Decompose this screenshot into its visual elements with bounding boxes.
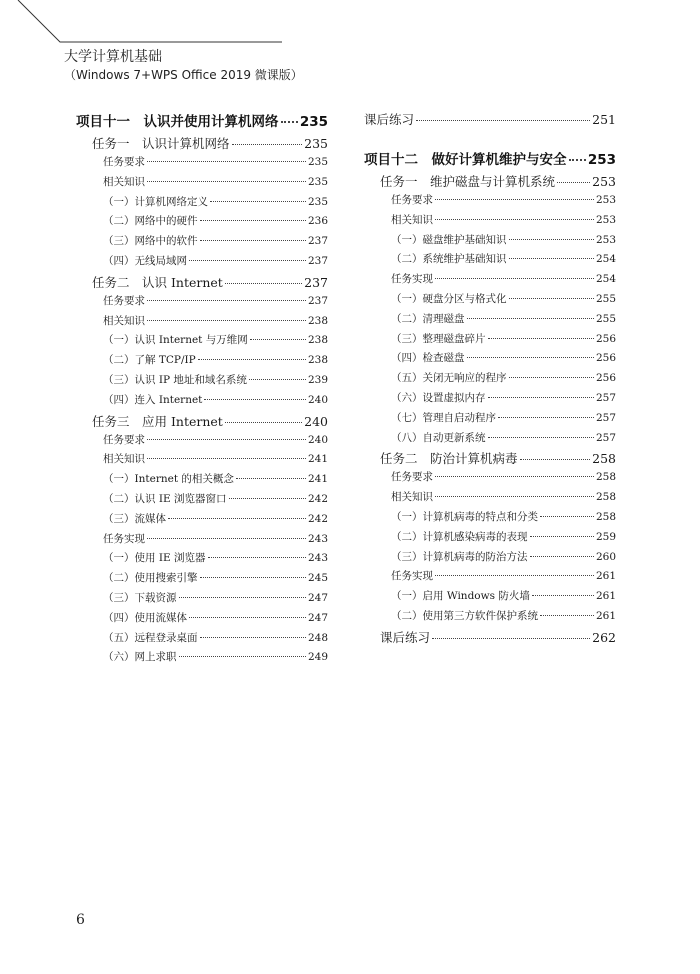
leader-dots: [225, 283, 302, 284]
toc-entry-title: （二）网络中的硬件: [103, 215, 198, 228]
toc-entry-title: （五）关闭无响应的程序: [391, 372, 507, 385]
toc-entry-page: 241: [307, 453, 328, 466]
toc-entry-title: 任务要求: [103, 294, 145, 307]
leader-dots: [225, 422, 302, 423]
toc-entry-title: （四）检查磁盘: [391, 352, 465, 365]
toc-entry-page: 254: [595, 273, 616, 286]
toc-entry-title: 相关知识: [103, 175, 145, 188]
toc-entry-page: 253: [595, 233, 616, 246]
leader-dots: [520, 459, 591, 460]
leader-dots: [200, 220, 306, 221]
toc-entry-title: （五）远程登录桌面: [103, 631, 198, 644]
leader-dots: [147, 300, 306, 301]
toc-entry-page: 240: [304, 413, 328, 429]
leader-dots: [208, 557, 306, 558]
leader-dots: [530, 536, 594, 537]
leader-dots: [229, 498, 306, 499]
toc-entry[interactable]: [364, 212, 616, 232]
toc-entry-title: （二）了解 TCP/IP: [103, 354, 196, 367]
toc-entry-title: 相关知识: [103, 453, 145, 466]
toc-entry-page: 236: [307, 215, 328, 228]
toc-entry-title: （六）设置虚拟内存: [391, 391, 486, 404]
leader-dots: [540, 516, 594, 517]
toc-entry[interactable]: [76, 550, 328, 570]
toc-entry[interactable]: [364, 331, 616, 351]
toc-entry-title: （三）下载资源: [103, 591, 177, 604]
leader-dots: [557, 182, 590, 183]
toc-entry-page: 253: [587, 152, 616, 168]
toc-task[interactable]: [364, 628, 616, 650]
toc-entry-title: 项目十一 认识并使用计算机网络: [76, 114, 279, 130]
toc-entry-title: 任务实现: [103, 532, 145, 545]
toc-entry[interactable]: [76, 590, 328, 610]
toc-entry[interactable]: [364, 370, 616, 390]
leader-dots: [189, 617, 306, 618]
toc-entry-exercise[interactable]: [364, 110, 616, 132]
toc-entry[interactable]: [76, 630, 328, 650]
toc-entry-page: 253: [595, 213, 616, 226]
leader-dots: [416, 120, 590, 121]
toc-entry-title: （一）磁盘维护基础知识: [391, 233, 507, 246]
toc-entry-title: （二）清理磁盘: [391, 312, 465, 325]
toc-task[interactable]: [76, 412, 328, 432]
leader-dots: [200, 240, 306, 241]
leader-dots: [532, 595, 594, 596]
toc-entry[interactable]: [364, 232, 616, 252]
toc-entry-title: （四）连入 Internet: [103, 393, 203, 406]
leader-dots: [569, 159, 586, 161]
toc-entry-title: （四）使用流媒体: [103, 611, 187, 624]
toc-entry[interactable]: [76, 213, 328, 233]
leader-dots: [179, 597, 306, 598]
leader-dots: [435, 496, 594, 497]
toc-entry-page: 254: [595, 253, 616, 266]
toc-entry[interactable]: [76, 531, 328, 551]
toc-entry-title: （一）Internet 的相关概念: [103, 473, 234, 486]
toc-entry[interactable]: [364, 410, 616, 430]
toc-task[interactable]: [76, 134, 328, 154]
toc-entry-title: （三）流媒体: [103, 512, 166, 525]
leader-dots: [432, 638, 590, 639]
leader-dots: [509, 258, 594, 259]
toc-entry[interactable]: [76, 154, 328, 174]
toc-entry-page: 235: [299, 114, 328, 130]
toc-entry-title: （四）无线局域网: [103, 254, 187, 267]
toc-task[interactable]: [76, 273, 328, 293]
leader-dots: [281, 121, 298, 123]
toc-entry-page: 238: [307, 334, 328, 347]
toc-entry-page: 243: [307, 552, 328, 565]
leader-dots: [250, 339, 306, 340]
toc-entry-title: 任务一 维护磁盘与计算机系统: [380, 174, 556, 189]
toc-entry-title: （二）使用搜索引擎: [103, 572, 198, 585]
toc-entry-title: 任务一 认识计算机网络: [92, 136, 230, 151]
toc-column-right: [364, 110, 616, 650]
toc-entry-title: （二）计算机感染病毒的表现: [391, 530, 528, 543]
toc-entry-page: 257: [595, 411, 616, 424]
toc-entry[interactable]: [76, 392, 328, 412]
toc-entry-page: 239: [307, 373, 328, 386]
leader-dots: [147, 181, 306, 182]
toc-entry[interactable]: [364, 529, 616, 549]
toc-entry-page: 238: [307, 354, 328, 367]
toc-entry-page: 235: [307, 195, 328, 208]
toc-entry-page: 259: [595, 530, 616, 543]
toc-entry[interactable]: [364, 489, 616, 509]
toc-entry[interactable]: [364, 469, 616, 489]
leader-dots: [435, 199, 594, 200]
toc-entry-page: 256: [595, 372, 616, 385]
toc-entry-title: 相关知识: [391, 491, 433, 504]
toc-entry-page: 260: [595, 550, 616, 563]
toc-task[interactable]: [364, 172, 616, 192]
toc-chapter[interactable]: [76, 110, 328, 134]
toc-entry[interactable]: [76, 511, 328, 531]
toc-entry-page: 257: [595, 391, 616, 404]
toc-entry-page: 237: [307, 294, 328, 307]
leader-dots: [179, 656, 306, 657]
leader-dots: [509, 239, 594, 240]
toc-entry-page: 253: [592, 174, 616, 189]
toc-entry[interactable]: [76, 451, 328, 471]
toc-entry-page: 248: [307, 631, 328, 644]
leader-dots: [488, 437, 594, 438]
toc-entry-title: （一）启用 Windows 防火墙: [391, 590, 530, 603]
toc-entry-page: 240: [307, 433, 328, 446]
leader-dots: [232, 144, 303, 145]
toc-entry[interactable]: [76, 332, 328, 352]
toc-entry-page: 256: [595, 332, 616, 345]
toc-entry-page: 237: [307, 254, 328, 267]
toc-entry-title: 任务三 应用 Internet: [92, 413, 223, 429]
toc-entry[interactable]: [364, 291, 616, 311]
leader-dots: [488, 397, 594, 398]
toc-entry-title: 任务二 防治计算机病毒: [380, 451, 518, 467]
toc-entry-page: 261: [595, 570, 616, 583]
toc-entry-title: （一）计算机病毒的特点和分类: [391, 510, 538, 523]
toc-entry[interactable]: [364, 271, 616, 291]
leader-dots: [189, 260, 306, 261]
leader-dots: [467, 318, 594, 319]
toc-entry[interactable]: [76, 352, 328, 372]
toc-entry[interactable]: [76, 233, 328, 253]
toc-entry-title: 任务要求: [391, 194, 433, 206]
toc-column-left: [76, 110, 328, 669]
toc-entry-page: 256: [595, 352, 616, 365]
toc-entry-title: （七）管理自启动程序: [391, 411, 496, 424]
toc-entry-page: 240: [307, 393, 328, 406]
leader-dots: [540, 615, 594, 616]
toc-entry-page: 249: [307, 651, 328, 664]
toc-entry-page: 258: [592, 451, 616, 467]
toc-entry-title: （二）认识 IE 浏览器窗口: [103, 492, 227, 505]
toc-entry-page: 235: [307, 175, 328, 188]
leader-dots: [249, 379, 306, 380]
toc-entry-page: 258: [595, 491, 616, 504]
leader-dots: [530, 556, 594, 557]
leader-dots: [147, 458, 306, 459]
toc-entry-page: 238: [307, 314, 328, 327]
toc-entry[interactable]: [76, 174, 328, 194]
toc-task[interactable]: [364, 449, 616, 469]
toc-entry[interactable]: [76, 491, 328, 511]
toc-entry-page: 235: [307, 156, 328, 168]
toc-chapter[interactable]: [364, 148, 616, 172]
toc-entry-title: 任务要求: [391, 471, 433, 484]
toc-entry-title: （二）系统维护基础知识: [391, 253, 507, 266]
toc-entry[interactable]: [364, 311, 616, 331]
toc-entry[interactable]: [76, 372, 328, 392]
toc-entry-page: 247: [307, 611, 328, 624]
toc-entry[interactable]: [364, 251, 616, 271]
leader-dots: [236, 478, 306, 479]
toc-entry[interactable]: [76, 313, 328, 333]
toc-entry-title: （一）认识 Internet 与万维网: [103, 334, 248, 347]
toc-entry-title: （三）整理磁盘碎片: [391, 332, 486, 345]
leader-dots: [509, 298, 594, 299]
toc-entry-title: （一）使用 IE 浏览器: [103, 552, 206, 565]
toc-entry-title: （三）认识 IP 地址和域名系统: [103, 373, 247, 386]
toc-entry-page: 241: [307, 473, 328, 486]
toc-entry-title: 任务二 认识 Internet: [92, 274, 223, 290]
leader-dots: [147, 439, 306, 440]
toc-entry[interactable]: [364, 588, 616, 608]
toc-entry-title: 任务要求: [103, 156, 145, 168]
leader-dots: [200, 577, 306, 578]
leader-dots: [498, 417, 594, 418]
toc-entry-page: 255: [595, 312, 616, 325]
leader-dots: [435, 219, 594, 220]
toc-entry-page: 257: [595, 431, 616, 444]
toc-entry[interactable]: [76, 432, 328, 452]
toc-entry[interactable]: [364, 430, 616, 450]
toc-entry-title: 课后练习: [364, 112, 415, 127]
toc-entry[interactable]: [364, 608, 616, 628]
leader-dots: [467, 357, 594, 358]
leader-dots: [200, 637, 306, 638]
toc-entry-title: 相关知识: [103, 314, 145, 327]
leader-dots: [435, 575, 594, 576]
toc-entry[interactable]: [76, 293, 328, 313]
toc-entry-title: 任务要求: [103, 433, 145, 446]
toc-entry-title: （六）网上求职: [103, 651, 177, 664]
toc-entry[interactable]: [364, 509, 616, 529]
leader-dots: [147, 161, 306, 162]
toc-entry-page: 237: [304, 274, 328, 290]
toc-entry[interactable]: [76, 649, 328, 669]
leader-dots: [435, 278, 594, 279]
toc-entry-title: （三）网络中的软件: [103, 235, 198, 248]
toc-entry[interactable]: [76, 253, 328, 273]
toc-entry-title: 相关知识: [391, 213, 433, 226]
toc-entry-title: 课后练习: [380, 629, 431, 645]
toc-entry-page: 261: [595, 590, 616, 603]
leader-dots: [147, 320, 306, 321]
toc-entry[interactable]: [76, 471, 328, 491]
toc-entry-page: 243: [307, 532, 328, 545]
leader-dots: [147, 538, 306, 539]
toc-entry-page: 245: [307, 572, 328, 585]
leader-dots: [509, 377, 594, 378]
toc-entry[interactable]: [364, 192, 616, 212]
toc-entry[interactable]: [76, 610, 328, 630]
toc-entry[interactable]: [364, 390, 616, 410]
toc-entry[interactable]: [364, 350, 616, 370]
toc-entry[interactable]: [76, 194, 328, 214]
toc-entry-page: 235: [304, 136, 328, 151]
toc-entry-page: 242: [307, 512, 328, 525]
toc-entry-page: 237: [307, 235, 328, 248]
toc-entry-page: 251: [592, 112, 616, 127]
toc-entry[interactable]: [364, 568, 616, 588]
toc-entry-page: 253: [595, 194, 616, 206]
toc-entry-title: （二）使用第三方软件保护系统: [391, 609, 538, 622]
leader-dots: [168, 518, 306, 519]
toc-entry-page: 255: [595, 292, 616, 305]
book-subtitle: （Windows 7+WPS Office 2019 微课版）: [64, 68, 303, 82]
toc-entry-page: 258: [595, 510, 616, 523]
toc-entry-page: 247: [307, 591, 328, 604]
toc-entry-title: 任务实现: [391, 570, 433, 583]
toc-entry-page: 262: [592, 629, 616, 645]
toc-entry[interactable]: [76, 570, 328, 590]
leader-dots: [204, 399, 306, 400]
leader-dots: [198, 359, 306, 360]
leader-dots: [488, 338, 594, 339]
toc-entry-title: 任务实现: [391, 273, 433, 286]
toc-entry[interactable]: [364, 549, 616, 569]
toc-entry-page: 258: [595, 471, 616, 484]
toc-entry-title: （八）自动更新系统: [391, 431, 486, 444]
book-title: 大学计算机基础: [64, 49, 162, 65]
toc-entry-page: 242: [307, 492, 328, 505]
toc-entry-page: 261: [595, 609, 616, 622]
leader-dots: [210, 201, 306, 202]
toc-entry-title: （一）计算机网络定义: [103, 195, 208, 208]
toc-entry-title: （三）计算机病毒的防治方法: [391, 550, 528, 563]
leader-dots: [435, 476, 594, 477]
toc-entry-title: （一）硬盘分区与格式化: [391, 292, 507, 305]
toc-entry-title: 项目十二 做好计算机维护与安全: [364, 152, 567, 168]
page-number: 6: [76, 912, 85, 928]
